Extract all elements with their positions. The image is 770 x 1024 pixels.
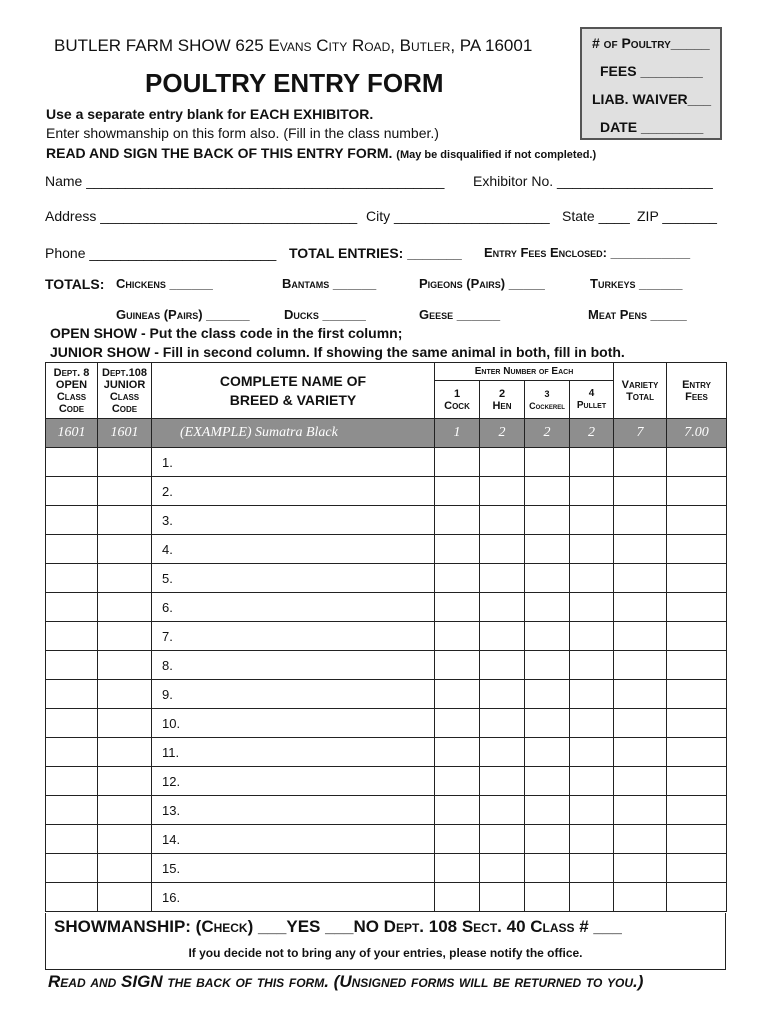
entry-cell[interactable] bbox=[525, 738, 570, 767]
fees-field[interactable]: FEES ________ bbox=[600, 63, 703, 79]
breed-variety-cell[interactable]: 8. bbox=[152, 651, 435, 680]
entry-cell[interactable] bbox=[98, 854, 152, 883]
entry-cell[interactable] bbox=[614, 825, 667, 854]
address-field[interactable]: Address _________________________________ bbox=[45, 208, 358, 224]
entry-cell[interactable] bbox=[525, 651, 570, 680]
entry-cell[interactable] bbox=[98, 622, 152, 651]
entry-row bbox=[46, 506, 727, 535]
entry-cell[interactable] bbox=[667, 448, 727, 477]
entry-fees-header: Entry Fees bbox=[667, 363, 727, 419]
entry-cell[interactable] bbox=[46, 825, 98, 854]
entry-cell[interactable] bbox=[435, 854, 480, 883]
junior-class-header: Dept.108 JUNIOR Class Code bbox=[98, 363, 152, 419]
entry-cell[interactable] bbox=[667, 593, 727, 622]
entry-cell[interactable] bbox=[570, 767, 614, 796]
variety-total-header: Variety Total bbox=[614, 363, 667, 419]
entry-row bbox=[46, 883, 727, 912]
breed-variety-cell[interactable]: 12. bbox=[152, 767, 435, 796]
chickens-field[interactable]: Chickens ______ bbox=[116, 276, 213, 291]
entry-cell[interactable] bbox=[614, 767, 667, 796]
entry-cell[interactable] bbox=[46, 535, 98, 564]
entry-cell[interactable] bbox=[435, 477, 480, 506]
entry-cell[interactable] bbox=[525, 564, 570, 593]
city-field[interactable]: City ____________________ bbox=[366, 208, 550, 224]
entry-cell[interactable] bbox=[570, 477, 614, 506]
breed-variety-cell[interactable]: 15. bbox=[152, 854, 435, 883]
guineas-field[interactable]: Guineas (Pairs) ______ bbox=[116, 307, 250, 322]
entry-cell[interactable] bbox=[98, 825, 152, 854]
turkeys-field[interactable]: Turkeys ______ bbox=[590, 276, 683, 291]
entry-cell[interactable] bbox=[667, 535, 727, 564]
org-address: BUTLER FARM SHOW 625 Evans City Road, Butler, PA 16001 bbox=[54, 36, 533, 55]
entry-cell[interactable] bbox=[525, 680, 570, 709]
entry-cell[interactable] bbox=[667, 564, 727, 593]
entry-cell[interactable] bbox=[98, 738, 152, 767]
showmanship-field[interactable]: SHOWMANSHIP: (Check) ___YES ___NO Dept. 108 Sect. 40 Class # ___ bbox=[54, 917, 622, 936]
entry-cell[interactable] bbox=[614, 448, 667, 477]
entry-cell[interactable] bbox=[667, 825, 727, 854]
entry-cell[interactable] bbox=[570, 564, 614, 593]
entry-cell[interactable] bbox=[46, 680, 98, 709]
junior-show-note: JUNIOR SHOW - Fill in second column. If showing the same animal in both, fill in both. bbox=[50, 344, 625, 360]
entry-cell[interactable] bbox=[46, 564, 98, 593]
breed-variety-cell[interactable]: 14. bbox=[152, 825, 435, 854]
zip-field[interactable]: ZIP _______ bbox=[637, 208, 717, 224]
entry-cell[interactable] bbox=[46, 883, 98, 912]
entry-row bbox=[46, 767, 727, 796]
entry-cell[interactable] bbox=[667, 767, 727, 796]
entry-cell[interactable] bbox=[98, 883, 152, 912]
sign-back-notice: Read and SIGN the back of this form. (Unsigned forms will be returned to you.) bbox=[48, 972, 644, 991]
entry-cell[interactable] bbox=[480, 622, 525, 651]
breed-variety-cell[interactable]: 16. bbox=[152, 883, 435, 912]
entry-cell[interactable] bbox=[46, 593, 98, 622]
example-row: 1601 1601 (EXAMPLE) Sumatra Black 1 2 2 2 7 7.00 bbox=[46, 419, 727, 448]
bantams-field[interactable]: Bantams ______ bbox=[282, 276, 377, 291]
breed-variety-cell[interactable]: 7. bbox=[152, 622, 435, 651]
entry-cell[interactable] bbox=[525, 883, 570, 912]
exhibitor-number-field[interactable]: Exhibitor No. ____________________ bbox=[473, 173, 713, 189]
entry-cell[interactable] bbox=[480, 448, 525, 477]
hen-header: 2 Hen bbox=[480, 381, 525, 419]
entry-cell[interactable] bbox=[98, 651, 152, 680]
entry-cell[interactable] bbox=[435, 883, 480, 912]
entry-cell[interactable] bbox=[435, 564, 480, 593]
entry-cell[interactable] bbox=[614, 854, 667, 883]
entry-cell[interactable] bbox=[98, 506, 152, 535]
entry-cell[interactable] bbox=[570, 622, 614, 651]
disqualify-note: (May be disqualified if not completed.) bbox=[396, 149, 597, 161]
entry-cell[interactable] bbox=[667, 651, 727, 680]
entry-cell[interactable] bbox=[525, 593, 570, 622]
entry-cell[interactable] bbox=[98, 680, 152, 709]
entry-cell[interactable] bbox=[667, 796, 727, 825]
entry-cell[interactable] bbox=[435, 622, 480, 651]
breed-variety-cell[interactable]: 11. bbox=[152, 738, 435, 767]
entry-cell[interactable] bbox=[480, 593, 525, 622]
entry-cell[interactable] bbox=[46, 854, 98, 883]
meat-pens-field[interactable]: Meat Pens _____ bbox=[588, 307, 687, 322]
entry-cell[interactable] bbox=[435, 593, 480, 622]
enter-number-header: Enter Number of Each bbox=[435, 363, 614, 381]
total-entries-field[interactable]: TOTAL ENTRIES: _______ bbox=[289, 245, 462, 261]
entry-cell[interactable] bbox=[570, 796, 614, 825]
entry-row bbox=[46, 622, 727, 651]
entry-cell[interactable] bbox=[435, 535, 480, 564]
entry-cell[interactable] bbox=[570, 506, 614, 535]
entry-cell[interactable] bbox=[435, 448, 480, 477]
entry-row bbox=[46, 564, 727, 593]
entry-cell[interactable] bbox=[525, 622, 570, 651]
phone-field[interactable]: Phone ________________________ bbox=[45, 245, 277, 261]
entry-cell[interactable] bbox=[614, 622, 667, 651]
entry-cell[interactable] bbox=[480, 767, 525, 796]
entry-row bbox=[46, 680, 727, 709]
entry-cell[interactable] bbox=[525, 477, 570, 506]
entry-cell[interactable] bbox=[614, 738, 667, 767]
entry-cell[interactable] bbox=[525, 448, 570, 477]
entry-row bbox=[46, 651, 727, 680]
breed-variety-cell[interactable]: 3. bbox=[152, 506, 435, 535]
notify-office-note: If you decide not to bring any of your entries, please notify the office. bbox=[188, 946, 583, 960]
entry-cell[interactable] bbox=[614, 593, 667, 622]
entry-cell[interactable] bbox=[98, 796, 152, 825]
liability-waiver-field[interactable]: LIAB. WAIVER___ bbox=[592, 91, 712, 107]
entry-table bbox=[45, 362, 727, 912]
table-header-row bbox=[46, 363, 727, 381]
entry-cell[interactable] bbox=[525, 709, 570, 738]
entry-cell[interactable] bbox=[570, 593, 614, 622]
entry-row bbox=[46, 593, 727, 622]
entry-cell[interactable] bbox=[480, 477, 525, 506]
entry-cell[interactable] bbox=[480, 796, 525, 825]
entry-cell[interactable] bbox=[525, 767, 570, 796]
entry-cell[interactable] bbox=[614, 564, 667, 593]
entry-cell[interactable] bbox=[614, 651, 667, 680]
form-title: POULTRY ENTRY FORM bbox=[145, 68, 444, 98]
entry-cell[interactable] bbox=[525, 854, 570, 883]
entry-cell[interactable] bbox=[480, 709, 525, 738]
entry-cell[interactable] bbox=[667, 709, 727, 738]
entry-cell[interactable] bbox=[614, 535, 667, 564]
totals-label: TOTALS: bbox=[45, 276, 105, 292]
entry-cell[interactable] bbox=[614, 506, 667, 535]
entry-cell[interactable] bbox=[570, 448, 614, 477]
entry-row bbox=[46, 477, 727, 506]
entry-cell[interactable] bbox=[667, 622, 727, 651]
entry-cell[interactable] bbox=[570, 535, 614, 564]
entry-row bbox=[46, 738, 727, 767]
entry-cell[interactable] bbox=[667, 680, 727, 709]
instruction-separate: Use a separate entry blank for EACH EXHIBITOR. bbox=[46, 106, 374, 122]
entry-cell[interactable] bbox=[46, 738, 98, 767]
entry-cell[interactable] bbox=[525, 535, 570, 564]
entry-cell[interactable] bbox=[525, 506, 570, 535]
cock-header: 1 Cock bbox=[435, 381, 480, 419]
entry-cell[interactable] bbox=[46, 622, 98, 651]
entry-cell[interactable] bbox=[46, 448, 98, 477]
entry-cell[interactable] bbox=[46, 796, 98, 825]
entry-cell[interactable] bbox=[480, 825, 525, 854]
breed-variety-cell[interactable]: 1. bbox=[152, 448, 435, 477]
open-show-note: OPEN SHOW - Put the class code in the first column; bbox=[50, 325, 403, 341]
entry-cell[interactable] bbox=[435, 651, 480, 680]
entry-cell[interactable] bbox=[570, 651, 614, 680]
breed-variety-header: COMPLETE NAME OF BREED & VARIETY bbox=[152, 363, 435, 419]
breed-variety-cell[interactable]: 10. bbox=[152, 709, 435, 738]
cockerel-header: 3 Cockerel bbox=[525, 381, 570, 419]
breed-variety-cell[interactable]: 13. bbox=[152, 796, 435, 825]
entry-cell[interactable] bbox=[570, 883, 614, 912]
poultry-count-field[interactable]: # of Poultry_____ bbox=[592, 35, 710, 51]
entry-cell[interactable] bbox=[480, 738, 525, 767]
office-use-box bbox=[580, 27, 722, 140]
name-field[interactable]: Name ______________________________________________ bbox=[45, 173, 445, 189]
entry-cell[interactable] bbox=[480, 680, 525, 709]
entry-cell[interactable] bbox=[614, 709, 667, 738]
pullet-header: 4 Pullet bbox=[570, 381, 614, 419]
geese-field[interactable]: Geese ______ bbox=[419, 307, 501, 322]
entry-cell[interactable] bbox=[98, 448, 152, 477]
open-class-header: Dept. 8 OPEN Class Code bbox=[46, 363, 98, 419]
entry-cell[interactable] bbox=[614, 680, 667, 709]
entry-cell[interactable] bbox=[525, 796, 570, 825]
breed-variety-cell[interactable]: 4. bbox=[152, 535, 435, 564]
footer-box bbox=[45, 913, 726, 970]
entry-row bbox=[46, 535, 727, 564]
entry-cell[interactable] bbox=[570, 709, 614, 738]
entry-cell[interactable] bbox=[435, 738, 480, 767]
ducks-field[interactable]: Ducks ______ bbox=[284, 307, 366, 322]
entry-cell[interactable] bbox=[46, 709, 98, 738]
entry-cell[interactable] bbox=[614, 796, 667, 825]
breed-variety-cell[interactable]: 9. bbox=[152, 680, 435, 709]
entry-cell[interactable] bbox=[480, 564, 525, 593]
entry-cell[interactable] bbox=[570, 854, 614, 883]
entry-cell[interactable] bbox=[98, 593, 152, 622]
entry-cell[interactable] bbox=[480, 506, 525, 535]
entry-row bbox=[46, 709, 727, 738]
entry-cell[interactable] bbox=[480, 854, 525, 883]
entry-cell[interactable] bbox=[46, 767, 98, 796]
breed-variety-cell[interactable]: 6. bbox=[152, 593, 435, 622]
entry-cell[interactable] bbox=[435, 680, 480, 709]
breed-variety-cell[interactable]: 5. bbox=[152, 564, 435, 593]
entry-cell[interactable] bbox=[435, 796, 480, 825]
entry-row bbox=[46, 825, 727, 854]
entry-cell[interactable] bbox=[667, 738, 727, 767]
entry-cell[interactable] bbox=[667, 506, 727, 535]
entry-cell[interactable] bbox=[525, 825, 570, 854]
entry-cell[interactable] bbox=[570, 825, 614, 854]
entry-cell[interactable] bbox=[98, 477, 152, 506]
entry-row bbox=[46, 448, 727, 477]
breed-variety-cell[interactable]: 2. bbox=[152, 477, 435, 506]
instruction-showmanship: Enter showmanship on this form also. (Fill in the class number.) bbox=[46, 125, 439, 141]
entry-cell[interactable] bbox=[667, 854, 727, 883]
entry-cell[interactable] bbox=[98, 709, 152, 738]
entry-cell[interactable] bbox=[570, 738, 614, 767]
entry-cell[interactable] bbox=[435, 767, 480, 796]
entry-cell[interactable] bbox=[435, 709, 480, 738]
pigeons-field[interactable]: Pigeons (Pairs) _____ bbox=[419, 276, 545, 291]
state-field[interactable]: State ____ bbox=[562, 208, 630, 224]
fees-enclosed-field[interactable]: Entry Fees Enclosed: ___________ bbox=[484, 245, 691, 260]
entry-cell[interactable] bbox=[667, 477, 727, 506]
entry-cell[interactable] bbox=[435, 506, 480, 535]
entry-cell[interactable] bbox=[435, 825, 480, 854]
entry-row bbox=[46, 796, 727, 825]
entry-cell[interactable] bbox=[570, 680, 614, 709]
entry-cell[interactable] bbox=[46, 477, 98, 506]
instruction-sign: READ AND SIGN THE BACK OF THIS ENTRY FORM. (May be disqualified if not completed.) bbox=[46, 145, 597, 161]
entry-cell[interactable] bbox=[667, 883, 727, 912]
entry-cell[interactable] bbox=[46, 506, 98, 535]
entry-cell[interactable] bbox=[614, 477, 667, 506]
date-field[interactable]: DATE ________ bbox=[600, 119, 704, 135]
entry-cell[interactable] bbox=[480, 535, 525, 564]
entry-cell[interactable] bbox=[46, 651, 98, 680]
entry-row bbox=[46, 854, 727, 883]
entry-cell[interactable] bbox=[480, 883, 525, 912]
entry-cell[interactable] bbox=[98, 767, 152, 796]
entry-cell[interactable] bbox=[98, 564, 152, 593]
entry-cell[interactable] bbox=[98, 535, 152, 564]
entry-cell[interactable] bbox=[480, 651, 525, 680]
entry-cell[interactable] bbox=[614, 883, 667, 912]
